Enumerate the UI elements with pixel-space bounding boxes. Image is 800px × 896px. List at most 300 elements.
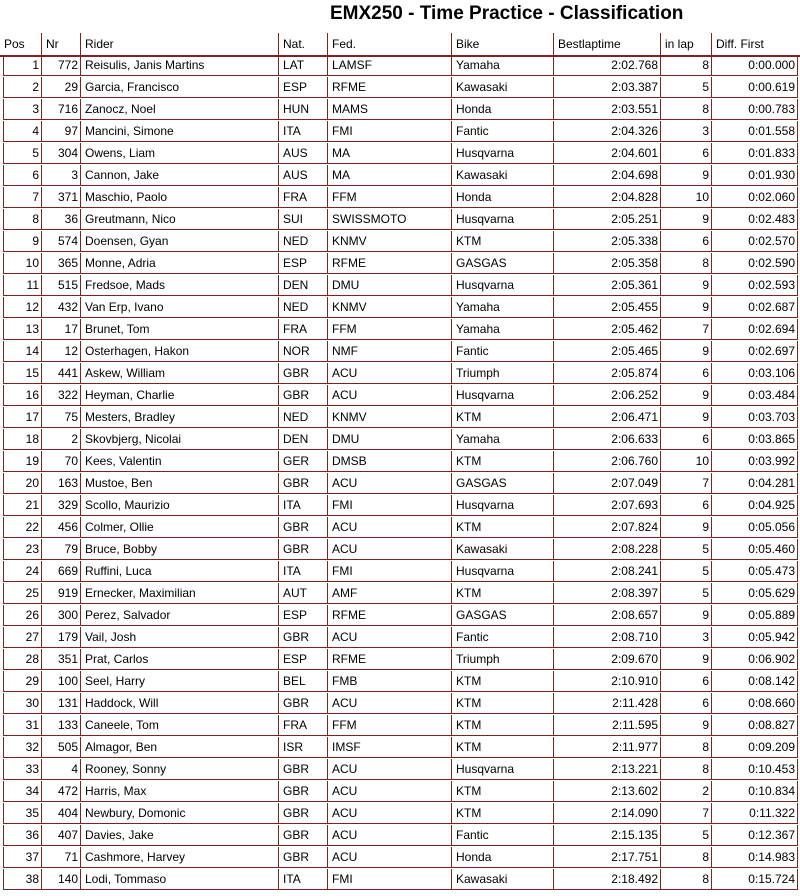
cell-in-lap: 9 <box>660 209 711 230</box>
cell-bike: Yamaha <box>451 319 553 340</box>
cell-bestlaptime: 2:05.465 <box>553 341 660 362</box>
cell-in-lap: 9 <box>660 275 711 296</box>
cell-bestlaptime: 2:08.657 <box>553 605 660 626</box>
cell-rider: Garcia, Francisco <box>80 77 278 98</box>
cell-nr: 79 <box>41 539 80 560</box>
cell-fed: FFM <box>327 715 451 736</box>
cell-in-lap: 9 <box>660 165 711 186</box>
cell-bestlaptime: 2:05.358 <box>553 253 660 274</box>
cell-diff-first: 0:08.660 <box>711 693 798 714</box>
header-diff-first: Diff. First <box>711 33 764 55</box>
table-row <box>0 121 800 143</box>
cell-nat: ITA <box>278 561 327 582</box>
cell-pos: 36 <box>3 825 41 846</box>
cell-nr: 669 <box>41 561 80 582</box>
cell-diff-first: 0:12.367 <box>711 825 798 846</box>
cell-in-lap: 6 <box>660 495 711 516</box>
table-header <box>0 33 800 57</box>
cell-nr: 4 <box>41 759 80 780</box>
cell-diff-first: 0:05.629 <box>711 583 798 604</box>
cell-in-lap: 6 <box>660 231 711 252</box>
cell-pos: 24 <box>3 561 41 582</box>
cell-in-lap: 6 <box>660 363 711 384</box>
cell-fed: FFM <box>327 319 451 340</box>
cell-nat: SUI <box>278 209 327 230</box>
cell-in-lap: 9 <box>660 517 711 538</box>
cell-rider: Osterhagen, Hakon <box>80 341 278 362</box>
cell-diff-first: 0:05.889 <box>711 605 798 626</box>
cell-pos: 14 <box>3 341 41 362</box>
cell-in-lap: 3 <box>660 627 711 648</box>
cell-nat: FRA <box>278 319 327 340</box>
cell-nat: ISR <box>278 737 327 758</box>
cell-fed: ACU <box>327 539 451 560</box>
header-in-lap: in lap <box>660 33 694 55</box>
cell-pos: 17 <box>3 407 41 428</box>
cell-in-lap: 9 <box>660 715 711 736</box>
cell-bike: Husqvarna <box>451 385 553 406</box>
table-row <box>0 715 800 737</box>
cell-fed: MA <box>327 143 451 164</box>
cell-fed: RFME <box>327 605 451 626</box>
cell-nr: 17 <box>41 319 80 340</box>
cell-bestlaptime: 2:04.828 <box>553 187 660 208</box>
cell-nr: 329 <box>41 495 80 516</box>
cell-fed: MA <box>327 165 451 186</box>
cell-in-lap: 6 <box>660 429 711 450</box>
cell-bestlaptime: 2:15.135 <box>553 825 660 846</box>
cell-rider: Vail, Josh <box>80 627 278 648</box>
cell-in-lap: 9 <box>660 385 711 406</box>
cell-nat: GBR <box>278 781 327 802</box>
cell-diff-first: 0:01.833 <box>711 143 798 164</box>
cell-rider: Lodi, Tommaso <box>80 869 278 890</box>
cell-diff-first: 0:03.484 <box>711 385 798 406</box>
cell-fed: SWISSMOTO <box>327 209 451 230</box>
cell-nat: NOR <box>278 341 327 362</box>
cell-fed: KNMV <box>327 231 451 252</box>
cell-rider: Mesters, Bradley <box>80 407 278 428</box>
cell-rider: Ruffini, Luca <box>80 561 278 582</box>
cell-nr: 12 <box>41 341 80 362</box>
cell-nr: 304 <box>41 143 80 164</box>
cell-in-lap: 5 <box>660 539 711 560</box>
cell-rider: Prat, Carlos <box>80 649 278 670</box>
cell-bestlaptime: 2:05.462 <box>553 319 660 340</box>
cell-diff-first: 0:05.942 <box>711 627 798 648</box>
cell-bestlaptime: 2:06.252 <box>553 385 660 406</box>
cell-nat: GBR <box>278 385 327 406</box>
cell-rider: Fredsoe, Mads <box>80 275 278 296</box>
table-row <box>0 231 800 253</box>
cell-rider: Reisulis, Janis Martins <box>80 55 278 76</box>
cell-fed: ACU <box>327 759 451 780</box>
cell-bestlaptime: 2:06.471 <box>553 407 660 428</box>
cell-nat: GBR <box>278 693 327 714</box>
header-pos: Pos <box>4 37 25 51</box>
cell-bike: Kawasaki <box>451 77 553 98</box>
cell-fed: DMU <box>327 275 451 296</box>
cell-bike: Kawasaki <box>451 165 553 186</box>
cell-bestlaptime: 2:04.326 <box>553 121 660 142</box>
cell-nat: GBR <box>278 473 327 494</box>
cell-pos: 37 <box>3 847 41 868</box>
cell-fed: ACU <box>327 825 451 846</box>
table-row <box>0 605 800 627</box>
cell-diff-first: 0:03.865 <box>711 429 798 450</box>
cell-rider: Rooney, Sonny <box>80 759 278 780</box>
cell-diff-first: 0:02.694 <box>711 319 798 340</box>
cell-in-lap: 10 <box>660 187 711 208</box>
cell-pos: 7 <box>3 187 41 208</box>
cell-pos: 11 <box>3 275 41 296</box>
cell-fed: DMSB <box>327 451 451 472</box>
cell-nat: GBR <box>278 627 327 648</box>
cell-rider: Zanocz, Noel <box>80 99 278 120</box>
cell-rider: Mustoe, Ben <box>80 473 278 494</box>
cell-rider: Perez, Salvador <box>80 605 278 626</box>
cell-rider: Monne, Adria <box>80 253 278 274</box>
cell-nr: 407 <box>41 825 80 846</box>
cell-nat: NED <box>278 407 327 428</box>
cell-bestlaptime: 2:09.670 <box>553 649 660 670</box>
cell-nr: 432 <box>41 297 80 318</box>
table-row <box>0 473 800 495</box>
cell-pos: 28 <box>3 649 41 670</box>
cell-diff-first: 0:10.453 <box>711 759 798 780</box>
cell-rider: Scollo, Maurizio <box>80 495 278 516</box>
cell-nat: DEN <box>278 275 327 296</box>
cell-diff-first: 0:02.697 <box>711 341 798 362</box>
cell-diff-first: 0:02.483 <box>711 209 798 230</box>
cell-bike: Kawasaki <box>451 539 553 560</box>
cell-rider: Haddock, Will <box>80 693 278 714</box>
cell-bike: KTM <box>451 231 553 252</box>
cell-nat: LAT <box>278 55 327 76</box>
cell-rider: Bruce, Bobby <box>80 539 278 560</box>
cell-bike: KTM <box>451 803 553 824</box>
header-nat: Nat. <box>278 33 305 55</box>
cell-bike: Triumph <box>451 363 553 384</box>
cell-bestlaptime: 2:08.710 <box>553 627 660 648</box>
cell-in-lap: 5 <box>660 561 711 582</box>
cell-bike: KTM <box>451 781 553 802</box>
cell-bestlaptime: 2:08.241 <box>553 561 660 582</box>
cell-pos: 34 <box>3 781 41 802</box>
cell-nr: 179 <box>41 627 80 648</box>
header-nr: Nr <box>41 33 59 55</box>
cell-bike: KTM <box>451 451 553 472</box>
cell-bike: Yamaha <box>451 429 553 450</box>
cell-bike: Husqvarna <box>451 759 553 780</box>
cell-nr: 300 <box>41 605 80 626</box>
cell-diff-first: 0:09.209 <box>711 737 798 758</box>
cell-fed: RFME <box>327 649 451 670</box>
cell-in-lap: 8 <box>660 55 711 76</box>
cell-bike: Fantic <box>451 341 553 362</box>
cell-nr: 515 <box>41 275 80 296</box>
cell-bestlaptime: 2:18.492 <box>553 869 660 890</box>
cell-rider: Askew, William <box>80 363 278 384</box>
cell-bike: Honda <box>451 187 553 208</box>
cell-bike: GASGAS <box>451 473 553 494</box>
table-row <box>0 583 800 605</box>
cell-diff-first: 0:04.925 <box>711 495 798 516</box>
cell-nat: GBR <box>278 825 327 846</box>
cell-diff-first: 0:02.687 <box>711 297 798 318</box>
cell-nr: 371 <box>41 187 80 208</box>
cell-diff-first: 0:00.619 <box>711 77 798 98</box>
cell-pos: 31 <box>3 715 41 736</box>
table-row <box>0 495 800 517</box>
cell-rider: Kees, Valentin <box>80 451 278 472</box>
cell-diff-first: 0:06.902 <box>711 649 798 670</box>
cell-pos: 13 <box>3 319 41 340</box>
cell-diff-first: 0:02.590 <box>711 253 798 274</box>
cell-fed: DMU <box>327 429 451 450</box>
table-row <box>0 869 800 891</box>
cell-pos: 19 <box>3 451 41 472</box>
cell-rider: Cashmore, Harvey <box>80 847 278 868</box>
cell-pos: 8 <box>3 209 41 230</box>
cell-bestlaptime: 2:04.601 <box>553 143 660 164</box>
cell-rider: Cannon, Jake <box>80 165 278 186</box>
cell-diff-first: 0:10.834 <box>711 781 798 802</box>
cell-rider: Newbury, Domonic <box>80 803 278 824</box>
header-rider: Rider <box>80 33 114 55</box>
cell-nat: AUT <box>278 583 327 604</box>
header-bestlaptime: Bestlaptime <box>553 33 621 55</box>
header-fed: Fed. <box>327 33 356 55</box>
cell-diff-first: 0:00.000 <box>711 55 798 76</box>
cell-pos: 38 <box>3 869 41 890</box>
table-row <box>0 253 800 275</box>
cell-nat: GBR <box>278 517 327 538</box>
cell-bike: Fantic <box>451 627 553 648</box>
cell-diff-first: 0:03.703 <box>711 407 798 428</box>
cell-in-lap: 5 <box>660 825 711 846</box>
cell-nr: 133 <box>41 715 80 736</box>
cell-bike: KTM <box>451 737 553 758</box>
cell-bestlaptime: 2:11.977 <box>553 737 660 758</box>
cell-bike: KTM <box>451 407 553 428</box>
table-row <box>0 319 800 341</box>
cell-pos: 15 <box>3 363 41 384</box>
cell-nat: NED <box>278 231 327 252</box>
cell-rider: Caneele, Tom <box>80 715 278 736</box>
cell-bestlaptime: 2:11.595 <box>553 715 660 736</box>
classification-table <box>0 55 800 891</box>
table-row <box>0 539 800 561</box>
cell-nr: 574 <box>41 231 80 252</box>
cell-fed: LAMSF <box>327 55 451 76</box>
cell-nat: FRA <box>278 187 327 208</box>
cell-pos: 2 <box>3 77 41 98</box>
cell-fed: FMB <box>327 671 451 692</box>
cell-bike: KTM <box>451 517 553 538</box>
cell-nat: GBR <box>278 759 327 780</box>
cell-fed: KNMV <box>327 407 451 428</box>
cell-bestlaptime: 2:05.361 <box>553 275 660 296</box>
table-row <box>0 781 800 803</box>
cell-nr: 2 <box>41 429 80 450</box>
cell-nat: HUN <box>278 99 327 120</box>
cell-bike: Husqvarna <box>451 275 553 296</box>
cell-diff-first: 0:03.992 <box>711 451 798 472</box>
cell-nr: 441 <box>41 363 80 384</box>
cell-diff-first: 0:05.056 <box>711 517 798 538</box>
cell-pos: 29 <box>3 671 41 692</box>
cell-diff-first: 0:15.724 <box>711 869 798 890</box>
cell-in-lap: 3 <box>660 121 711 142</box>
cell-pos: 25 <box>3 583 41 604</box>
table-row <box>0 341 800 363</box>
cell-fed: FMI <box>327 121 451 142</box>
cell-bike: KTM <box>451 693 553 714</box>
cell-fed: ACU <box>327 473 451 494</box>
cell-pos: 32 <box>3 737 41 758</box>
cell-nr: 716 <box>41 99 80 120</box>
header-bike: Bike <box>451 33 479 55</box>
cell-pos: 23 <box>3 539 41 560</box>
table-row <box>0 517 800 539</box>
cell-fed: ACU <box>327 385 451 406</box>
cell-in-lap: 5 <box>660 77 711 98</box>
cell-fed: FMI <box>327 495 451 516</box>
cell-pos: 21 <box>3 495 41 516</box>
cell-bestlaptime: 2:06.760 <box>553 451 660 472</box>
table-row <box>0 385 800 407</box>
cell-nr: 351 <box>41 649 80 670</box>
cell-bike: KTM <box>451 583 553 604</box>
cell-fed: FMI <box>327 869 451 890</box>
table-row <box>0 297 800 319</box>
cell-pos: 18 <box>3 429 41 450</box>
cell-bestlaptime: 2:10.910 <box>553 671 660 692</box>
cell-bestlaptime: 2:04.698 <box>553 165 660 186</box>
cell-bike: Kawasaki <box>451 869 553 890</box>
cell-pos: 26 <box>3 605 41 626</box>
cell-rider: Greutmann, Nico <box>80 209 278 230</box>
cell-diff-first: 0:02.060 <box>711 187 798 208</box>
cell-pos: 27 <box>3 627 41 648</box>
cell-pos: 33 <box>3 759 41 780</box>
cell-pos: 3 <box>3 99 41 120</box>
cell-bike: KTM <box>451 715 553 736</box>
cell-bestlaptime: 2:06.633 <box>553 429 660 450</box>
cell-in-lap: 9 <box>660 605 711 626</box>
cell-pos: 35 <box>3 803 41 824</box>
cell-fed: ACU <box>327 627 451 648</box>
cell-diff-first: 0:08.827 <box>711 715 798 736</box>
cell-diff-first: 0:08.142 <box>711 671 798 692</box>
page-title: EMX250 - Time Practice - Classification <box>330 3 684 24</box>
cell-rider: Skovbjerg, Nicolai <box>80 429 278 450</box>
table-row <box>0 77 800 99</box>
cell-nat: ESP <box>278 253 327 274</box>
table-row <box>0 693 800 715</box>
cell-diff-first: 0:11.322 <box>711 803 798 824</box>
cell-rider: Heyman, Charlie <box>80 385 278 406</box>
cell-fed: MAMS <box>327 99 451 120</box>
table-row <box>0 847 800 869</box>
cell-pos: 22 <box>3 517 41 538</box>
cell-fed: IMSF <box>327 737 451 758</box>
cell-pos: 30 <box>3 693 41 714</box>
cell-in-lap: 6 <box>660 143 711 164</box>
cell-bestlaptime: 2:03.551 <box>553 99 660 120</box>
cell-nr: 322 <box>41 385 80 406</box>
cell-fed: ACU <box>327 517 451 538</box>
table-row <box>0 187 800 209</box>
cell-in-lap: 7 <box>660 803 711 824</box>
cell-bike: Honda <box>451 847 553 868</box>
cell-pos: 6 <box>3 165 41 186</box>
cell-nr: 100 <box>41 671 80 692</box>
cell-nat: GBR <box>278 803 327 824</box>
cell-bestlaptime: 2:17.751 <box>553 847 660 868</box>
cell-nat: ESP <box>278 77 327 98</box>
cell-diff-first: 0:05.460 <box>711 539 798 560</box>
cell-in-lap: 6 <box>660 693 711 714</box>
cell-fed: ACU <box>327 847 451 868</box>
cell-bestlaptime: 2:03.387 <box>553 77 660 98</box>
cell-bestlaptime: 2:14.090 <box>553 803 660 824</box>
cell-in-lap: 2 <box>660 781 711 802</box>
cell-rider: Van Erp, Ivano <box>80 297 278 318</box>
cell-nat: ESP <box>278 605 327 626</box>
cell-bike: Husqvarna <box>451 495 553 516</box>
cell-nr: 3 <box>41 165 80 186</box>
cell-bestlaptime: 2:02.768 <box>553 55 660 76</box>
cell-fed: RFME <box>327 253 451 274</box>
cell-fed: ACU <box>327 803 451 824</box>
cell-diff-first: 0:01.558 <box>711 121 798 142</box>
table-row <box>0 429 800 451</box>
cell-nr: 71 <box>41 847 80 868</box>
cell-rider: Harris, Max <box>80 781 278 802</box>
cell-rider: Almagor, Ben <box>80 737 278 758</box>
cell-nat: FRA <box>278 715 327 736</box>
cell-nat: NED <box>278 297 327 318</box>
cell-fed: AMF <box>327 583 451 604</box>
table-row <box>0 825 800 847</box>
cell-in-lap: 8 <box>660 759 711 780</box>
cell-bike: GASGAS <box>451 605 553 626</box>
cell-in-lap: 6 <box>660 671 711 692</box>
cell-fed: ACU <box>327 363 451 384</box>
cell-pos: 9 <box>3 231 41 252</box>
cell-pos: 1 <box>3 55 41 76</box>
table-row <box>0 451 800 473</box>
cell-rider: Davies, Jake <box>80 825 278 846</box>
table-row <box>0 671 800 693</box>
cell-in-lap: 5 <box>660 583 711 604</box>
cell-bike: Honda <box>451 99 553 120</box>
cell-bestlaptime: 2:07.824 <box>553 517 660 538</box>
cell-in-lap: 8 <box>660 253 711 274</box>
cell-rider: Mancini, Simone <box>80 121 278 142</box>
cell-diff-first: 0:05.473 <box>711 561 798 582</box>
cell-nr: 97 <box>41 121 80 142</box>
cell-bestlaptime: 2:05.251 <box>553 209 660 230</box>
cell-bike: Husqvarna <box>451 143 553 164</box>
cell-nr: 70 <box>41 451 80 472</box>
cell-fed: RFME <box>327 77 451 98</box>
cell-nr: 29 <box>41 77 80 98</box>
cell-nat: ESP <box>278 649 327 670</box>
cell-nr: 75 <box>41 407 80 428</box>
